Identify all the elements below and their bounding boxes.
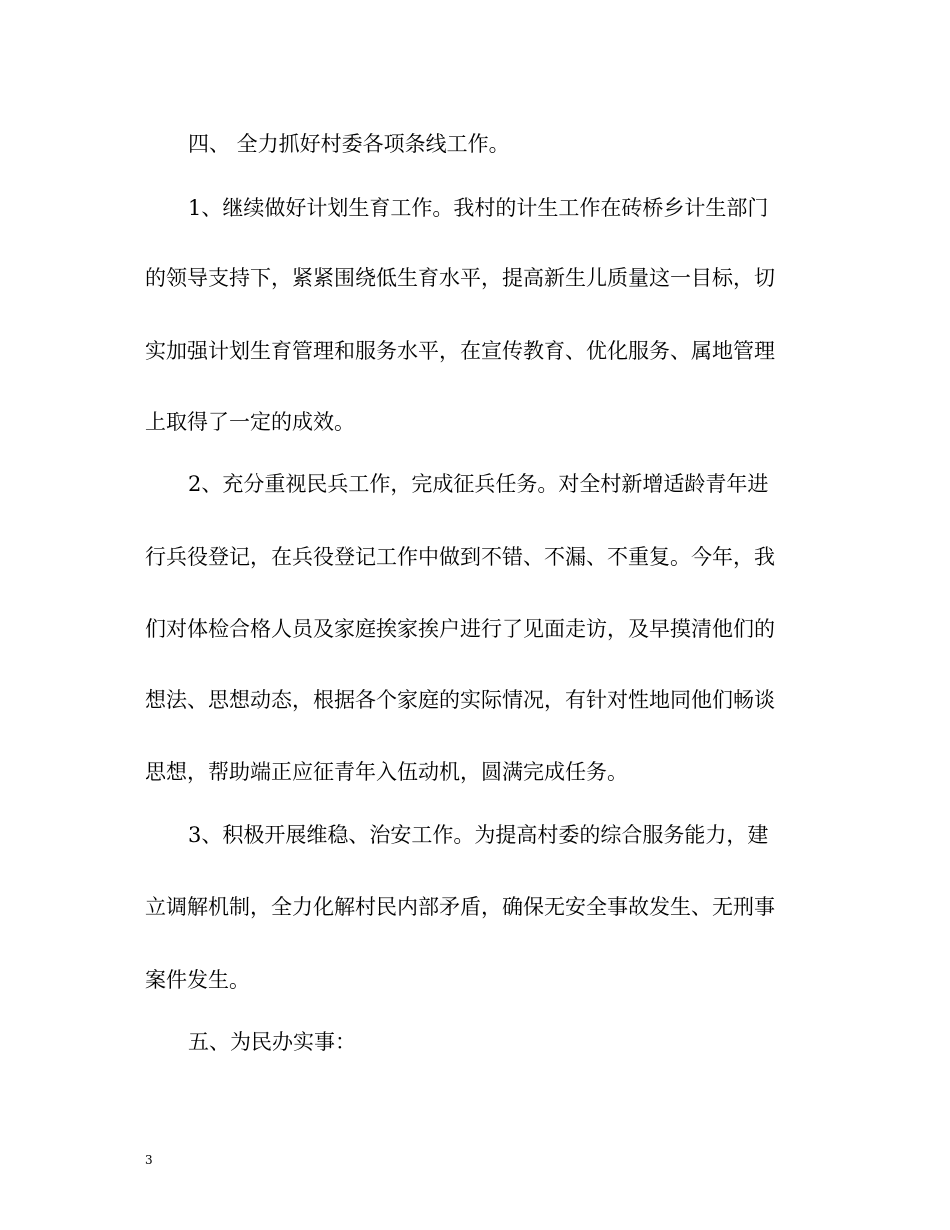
paragraph-1-line-3: 实加强计划生育管理和服务水平，在宣传教育、优化服务、属地管理 [145, 339, 775, 363]
paragraph-3-line-2: 立调解机制，全力化解村民内部矛盾，确保无安全事故发生、无刑事 [145, 895, 775, 919]
paragraph-3-line-1: 3、积极开展维稳、治安工作。为提高村委的综合服务能力，建 [188, 823, 769, 847]
paragraph-1-line-1: 1、继续做好计划生育工作。我村的计生工作在砖桥乡计生部门 [188, 196, 769, 220]
paragraph-2-line-2: 行兵役登记，在兵役登记工作中做到不错、不漏、不重复。今年，我 [145, 545, 775, 569]
page-number: 3 [145, 1153, 153, 1167]
paragraph-3-line-3: 案件发生。 [145, 968, 250, 992]
paragraph-2-line-4: 想法、思想动态，根据各个家庭的实际情况，有针对性地同他们畅谈 [145, 688, 775, 712]
section-heading-four: 四、 全力抓好村委各项条线工作。 [188, 132, 510, 156]
paragraph-2-line-1: 2、充分重视民兵工作，完成征兵任务。对全村新增适龄青年进 [188, 472, 769, 496]
paragraph-1-line-2: 的领导支持下，紧紧围绕低生育水平，提高新生儿质量这一目标，切 [145, 266, 775, 290]
paragraph-2-line-5: 思想，帮助端正应征青年入伍动机，圆满完成任务。 [145, 760, 628, 784]
paragraph-2-line-3: 们对体检合格人员及家庭挨家挨户进行了见面走访，及早摸清他们的 [145, 617, 775, 641]
section-heading-five: 五、为民办实事： [188, 1030, 356, 1054]
paragraph-1-line-4: 上取得了一定的成效。 [145, 410, 355, 434]
